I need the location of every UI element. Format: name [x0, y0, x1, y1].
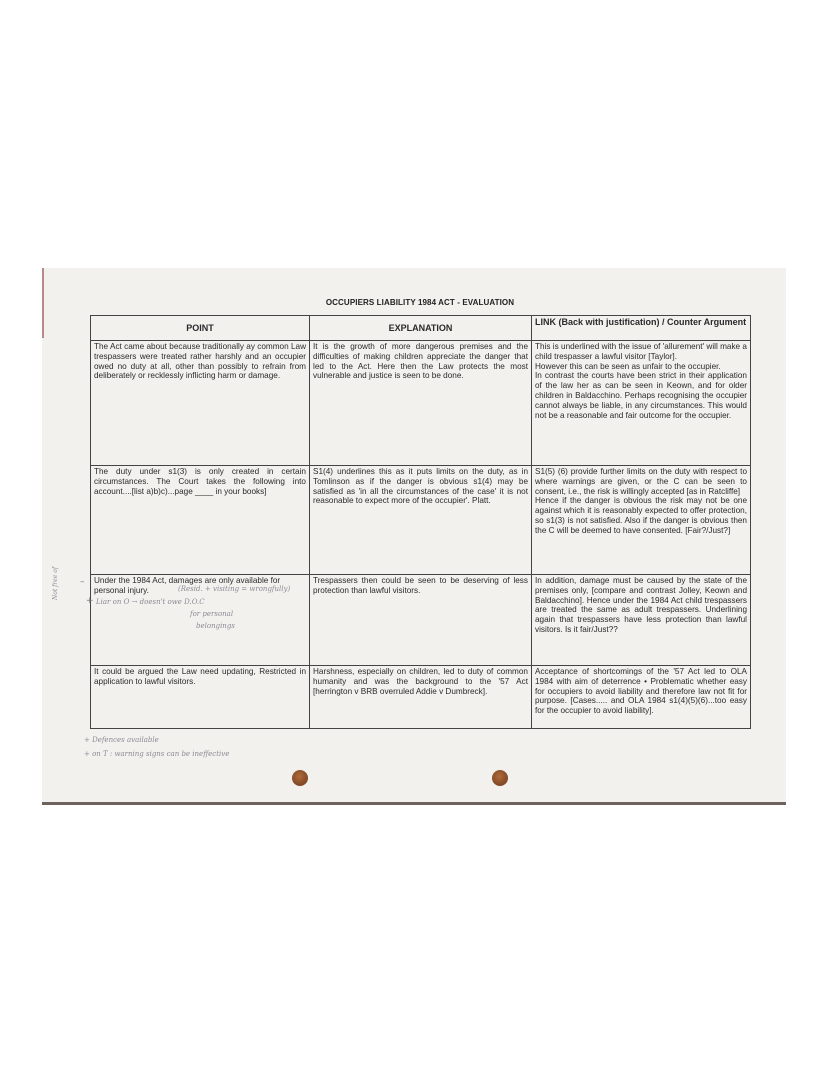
link-paragraph: Hence if the danger is obvious the risk may not be one against which it is reasonably expected to offer protection, so s1(3) is not satisfied. Also if the danger is obvious then the C will be deemed to have consented. [Fair?/Just?]	[535, 496, 747, 535]
link-paragraph: In contrast the courts have been strict in their application of the law her as can be seen in Keown, and for older children in Baldacchino. Perhaps recognising the occupier cannot always be liable, in any circumstances. This would not be a reasonable and fair outcome for the occupier.	[535, 371, 747, 420]
point-cell: The Act came about because traditionally ay common Law trespassers were treated rather harshly and an occupier owed no duty at all, other than possibly to refrain from deliberately or recklessly inflicting harm or damage.	[91, 341, 310, 466]
link-cell	[532, 341, 751, 466]
table-row	[91, 341, 751, 466]
header-point: POINT	[91, 316, 310, 341]
link-cell	[532, 666, 751, 729]
paper-left-edge	[42, 268, 44, 338]
paper-bottom-edge	[42, 802, 786, 805]
explanation-cell: S1(4) underlines this as it puts limits on the duty, as in Tomlinson as if the danger is obvious s1(4) may be satisfied as 'in all the circumstances of the case' it is not reasonable to expect more of the occupier'. Platt.	[310, 466, 532, 575]
table-row	[91, 666, 751, 729]
explanation-cell: Harshness, especially on children, led to duty of common humanity and was the background to the '57 Act [herrington v BRB overruled Addie v Dumbreck].	[310, 666, 532, 729]
link-paragraph: However this can be seen as unfair to the occupier.	[535, 361, 721, 371]
link-cell	[532, 575, 751, 666]
punch-hole-left	[292, 770, 308, 786]
link-cell	[532, 466, 751, 575]
handwritten-inline-note: (Resid. + visiting = wrongfully)	[178, 585, 291, 593]
document-title: OCCUPIERS LIABILITY 1984 ACT - EVALUATION	[325, 298, 515, 307]
header-link: LINK (Back with justification) / Counter Argument	[532, 316, 751, 341]
table-row	[91, 466, 751, 575]
link-paragraph: Acceptance of shortcomings of the '57 Act led to OLA 1984 with aim of deterrence • Problematic whether easy for occupiers to avoid liability and therefore law not fit for purpose. [Cases..... and OLA 1984 s1(4)(5)(6)...too easy for the occupier to avoid liability].	[535, 667, 747, 716]
explanation-cell: Trespassers then could be seen to be deserving of less protection than lawful visitors.	[310, 575, 532, 666]
header-explanation: EXPLANATION	[310, 316, 532, 341]
handwritten-note-line: Liar on O → doesn't owe D.O.C	[96, 598, 205, 606]
punch-hole-right	[492, 770, 508, 786]
margin-dash-mark: –	[80, 577, 85, 587]
explanation-cell: It is the growth of more dangerous premises and the difficulties of making children appreciate the danger that led to the Act. Here then the Law protects the most vulnerable and justice is seen to be done.	[310, 341, 532, 466]
handwritten-bottom-note: + Defences available	[84, 736, 159, 744]
handwritten-bottom-note: + on T : warning signs can be ineffective	[84, 750, 230, 758]
evaluation-table	[90, 315, 751, 729]
link-paragraph: S1(5) (6) provide further limits on the duty with respect to where warnings are given, or the C can be seen to consent, i.e., the risk is willingly accepted [as in Ratcliffe]	[535, 467, 747, 496]
margin-plus-mark: +	[86, 596, 94, 606]
table-header-row	[91, 316, 751, 341]
link-paragraph: This is underlined with the issue of 'allurement' will make a child trespasser a lawful visitor [Taylor].	[535, 342, 747, 361]
point-cell: It could be argued the Law need updating, Restricted in application to lawful visitors.	[91, 666, 310, 729]
handwritten-note-line: belongings	[196, 622, 235, 630]
link-paragraph: In addition, damage must be caused by the state of the premises only, [compare and contrast Jolley, Keown and Baldacchino]. Hence under the 1984 Act child trespassers are treated the same as adult trespassers. Underlining again that trespassers have less protection than lawful visitors. Is it fair/Just??	[535, 576, 747, 634]
handwritten-margin-note: Not free of	[52, 566, 59, 600]
point-text: Under the 1984 Act, damages are only available for personal injury.	[94, 576, 281, 595]
point-cell: The duty under s1(3) is only created in certain circumstances. The Court takes the following into account....[list a)b)c)...page ____ in your books]	[91, 466, 310, 575]
handwritten-note-line: for personal	[190, 610, 234, 618]
